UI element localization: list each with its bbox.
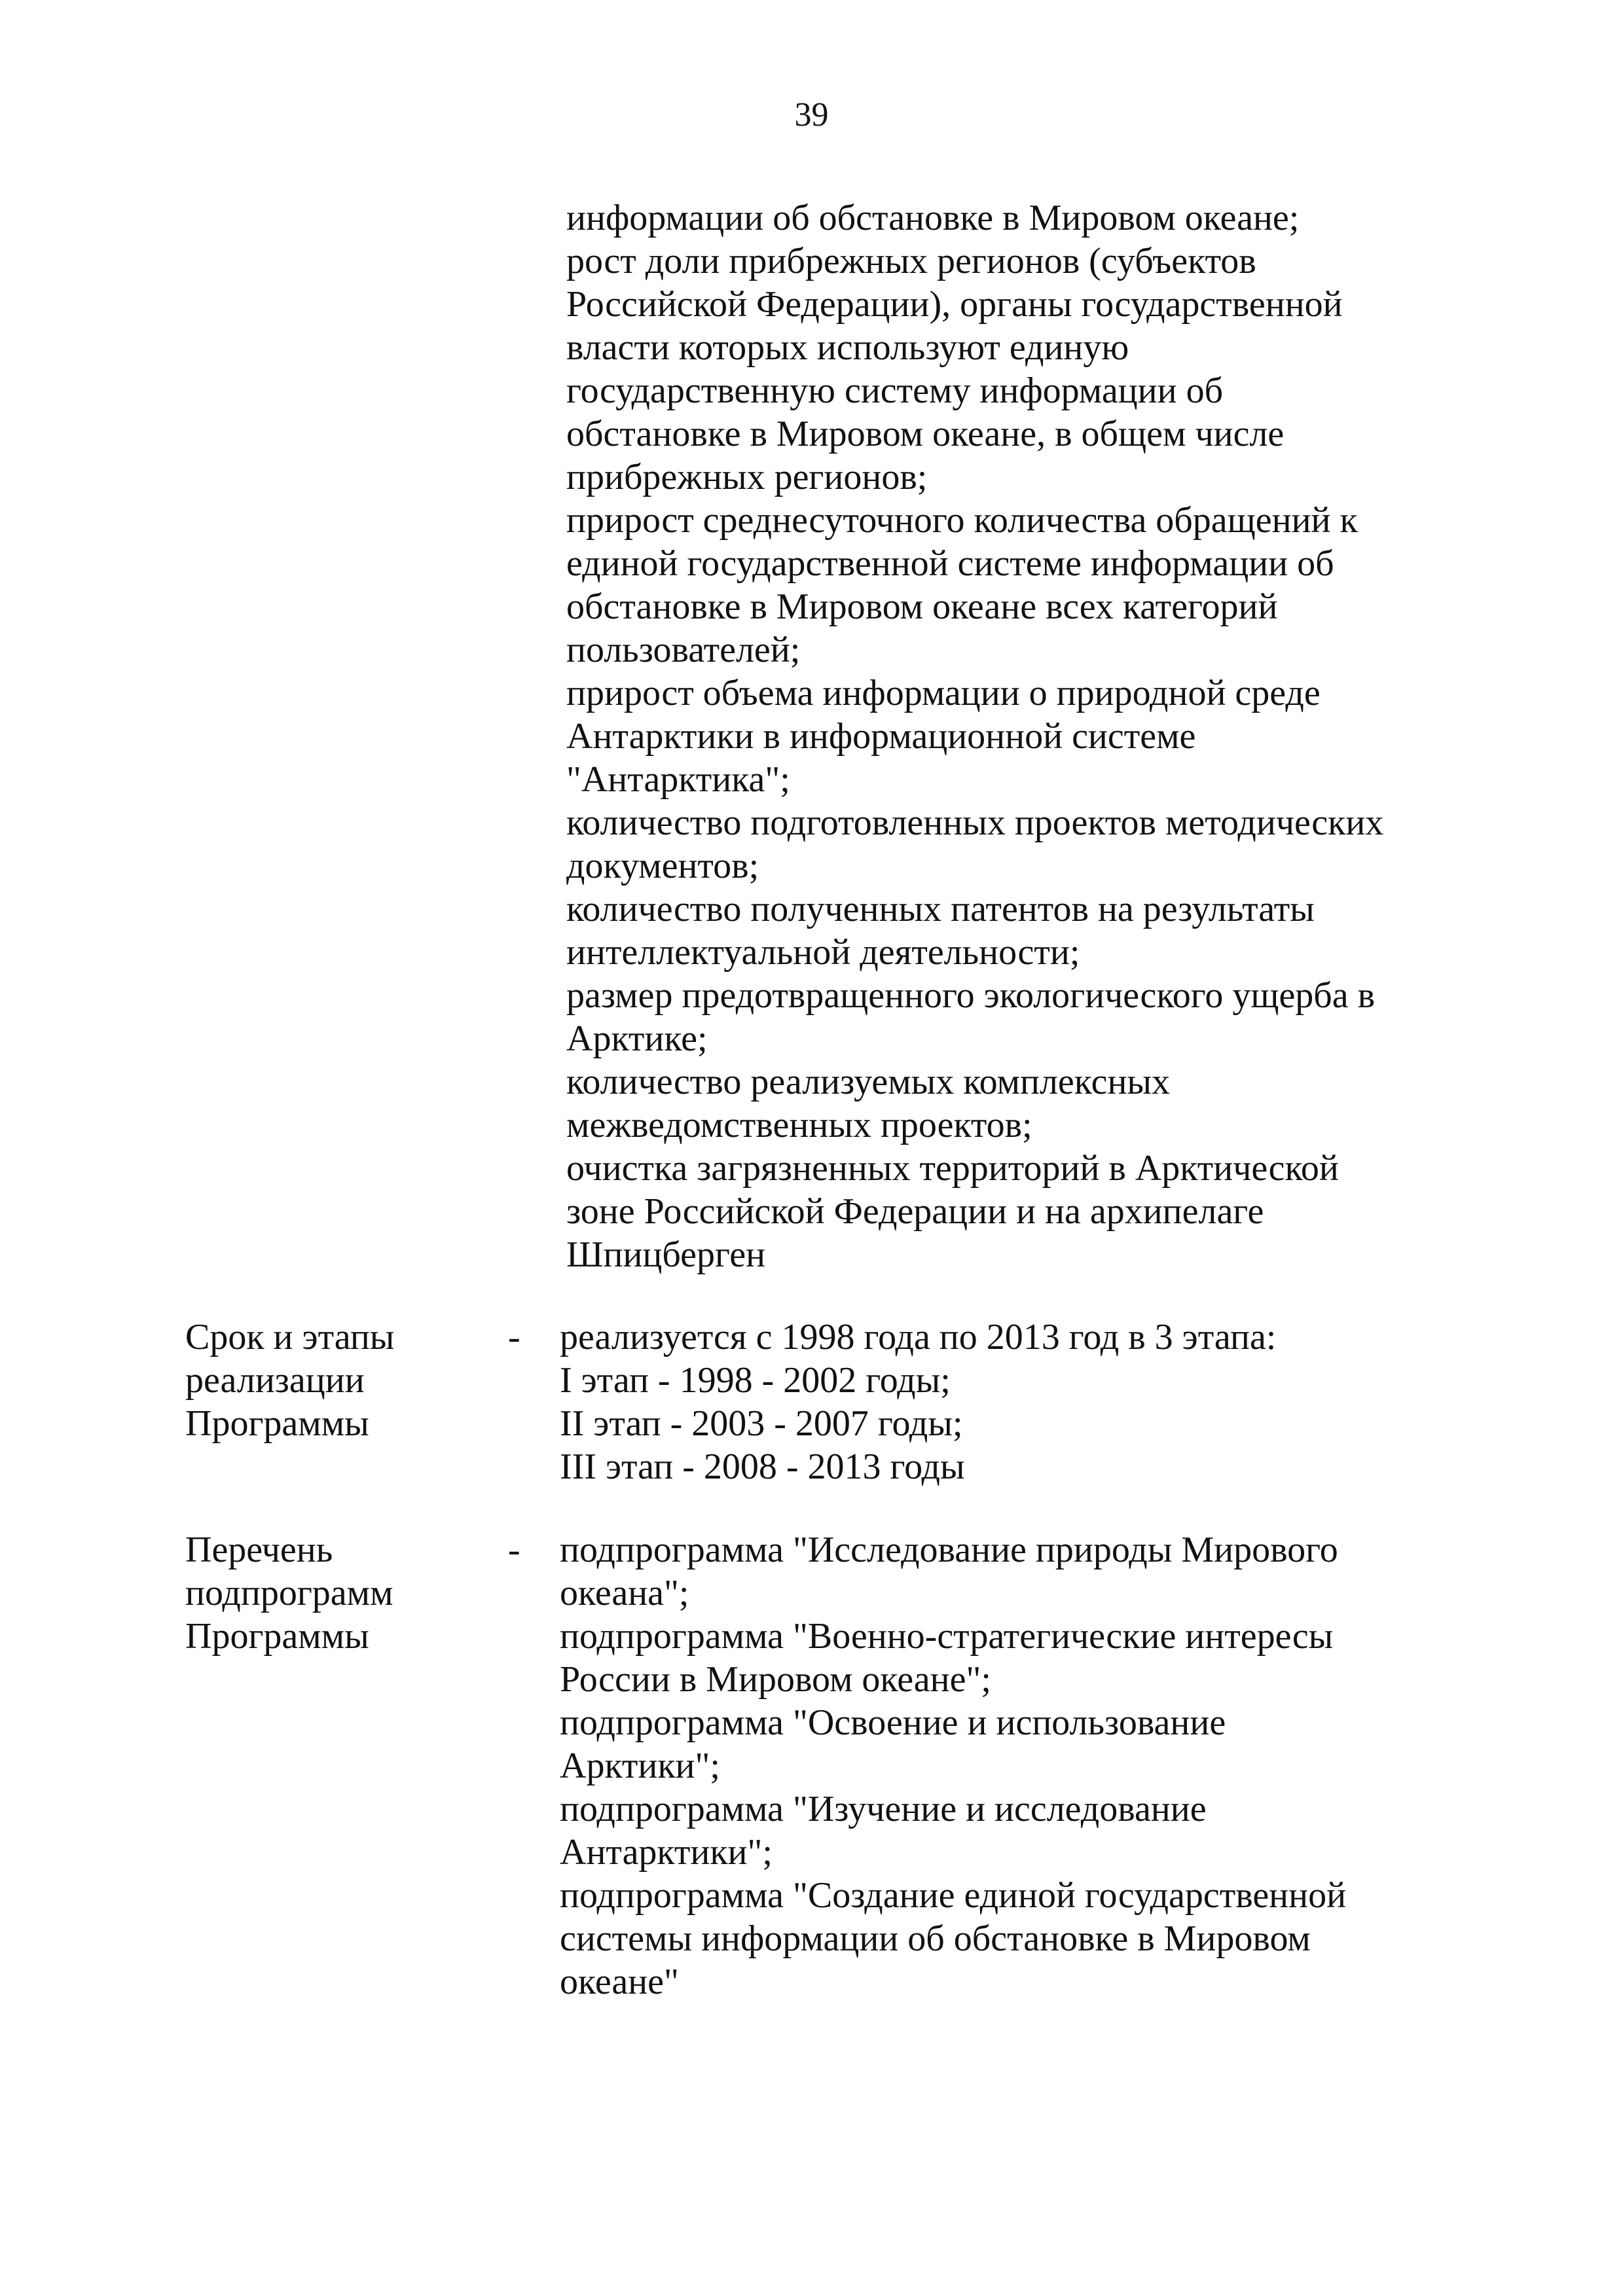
- label-line: Срок и этапы: [185, 1317, 395, 1357]
- text-line: обстановке в Мировом океане, в общем числе: [566, 414, 1285, 454]
- row-label: [185, 1528, 393, 1658]
- text-line: прирост объема информации о природной среде: [566, 673, 1321, 713]
- value-line: подпрограмма "Создание единой государственной: [560, 1875, 1347, 1916]
- row-label: [185, 1316, 394, 1445]
- page-number: 39: [794, 96, 829, 134]
- value-line: океане": [560, 1962, 679, 2002]
- text-line: Российской Федерации), органы государственной: [566, 284, 1343, 325]
- row-values: [560, 1316, 1276, 1488]
- value-line: системы информации об обстановке в Мировом: [560, 1918, 1311, 1959]
- text-line: зоне Российской Федерации и на архипелаге: [566, 1191, 1264, 1232]
- text-line: размер предотвращенного экологического ущерба в: [566, 975, 1376, 1016]
- text-line: власти которых используют единую: [566, 327, 1129, 368]
- value-line: России в Мировом океане";: [560, 1659, 991, 1700]
- text-line: обстановке в Мировом океане всех категорий: [566, 586, 1278, 627]
- text-line: Шпицберген: [566, 1234, 766, 1275]
- value-line: Арктики";: [560, 1746, 720, 1786]
- text-line: межведомственных проектов;: [566, 1105, 1032, 1145]
- value-line: подпрограмма "Военно-стратегические интересы: [560, 1616, 1334, 1657]
- row-dash: -: [508, 1530, 520, 1570]
- text-line: пользователей;: [566, 630, 801, 670]
- value-line: реализуется с 1998 года по 2013 год в 3 этапа:: [560, 1317, 1277, 1357]
- text-line: прирост среднесуточного количества обращений к: [566, 500, 1358, 541]
- text-line: количество полученных патентов на результаты: [566, 889, 1315, 929]
- value-line: подпрограмма "Освоение и использование: [560, 1702, 1226, 1743]
- row-values: [560, 1528, 1346, 2003]
- label-line: подпрограмм: [185, 1573, 393, 1613]
- value-line: подпрограмма "Изучение и исследование: [560, 1789, 1207, 1829]
- value-line: океана";: [560, 1573, 689, 1613]
- text-line: документов;: [566, 846, 759, 886]
- text-line: прибрежных регионов;: [566, 457, 928, 497]
- text-line: "Антарктика";: [566, 759, 790, 800]
- label-line: Программы: [185, 1403, 369, 1444]
- value-line: подпрограмма "Исследование природы Мирового: [560, 1530, 1338, 1570]
- label-line: Перечень: [185, 1530, 333, 1570]
- text-line: информации об обстановке в Мировом океане;: [566, 198, 1300, 238]
- value-line: III этап - 2008 - 2013 годы: [560, 1446, 965, 1487]
- label-line: реализации: [185, 1360, 365, 1401]
- text-line: количество реализуемых комплексных: [566, 1062, 1171, 1102]
- indicators-continuation: [566, 196, 1383, 1276]
- value-line: I этап - 1998 - 2002 годы;: [560, 1360, 951, 1401]
- text-line: рост доли прибрежных регионов (субъектов: [566, 241, 1256, 281]
- text-line: Арктике;: [566, 1018, 708, 1059]
- text-line: единой государственной системе информации об: [566, 543, 1334, 584]
- text-line: Антарктики в информационной системе: [566, 716, 1196, 757]
- text-line: очистка загрязненных территорий в Арктической: [566, 1148, 1339, 1189]
- value-line: Антарктики";: [560, 1832, 773, 1873]
- text-line: государственную систему информации об: [566, 370, 1224, 411]
- row-dash: -: [508, 1317, 520, 1357]
- text-line: количество подготовленных проектов методических: [566, 802, 1384, 843]
- text-line: интеллектуальной деятельности;: [566, 932, 1080, 973]
- value-line: II этап - 2003 - 2007 годы;: [560, 1403, 963, 1444]
- label-line: Программы: [185, 1616, 369, 1657]
